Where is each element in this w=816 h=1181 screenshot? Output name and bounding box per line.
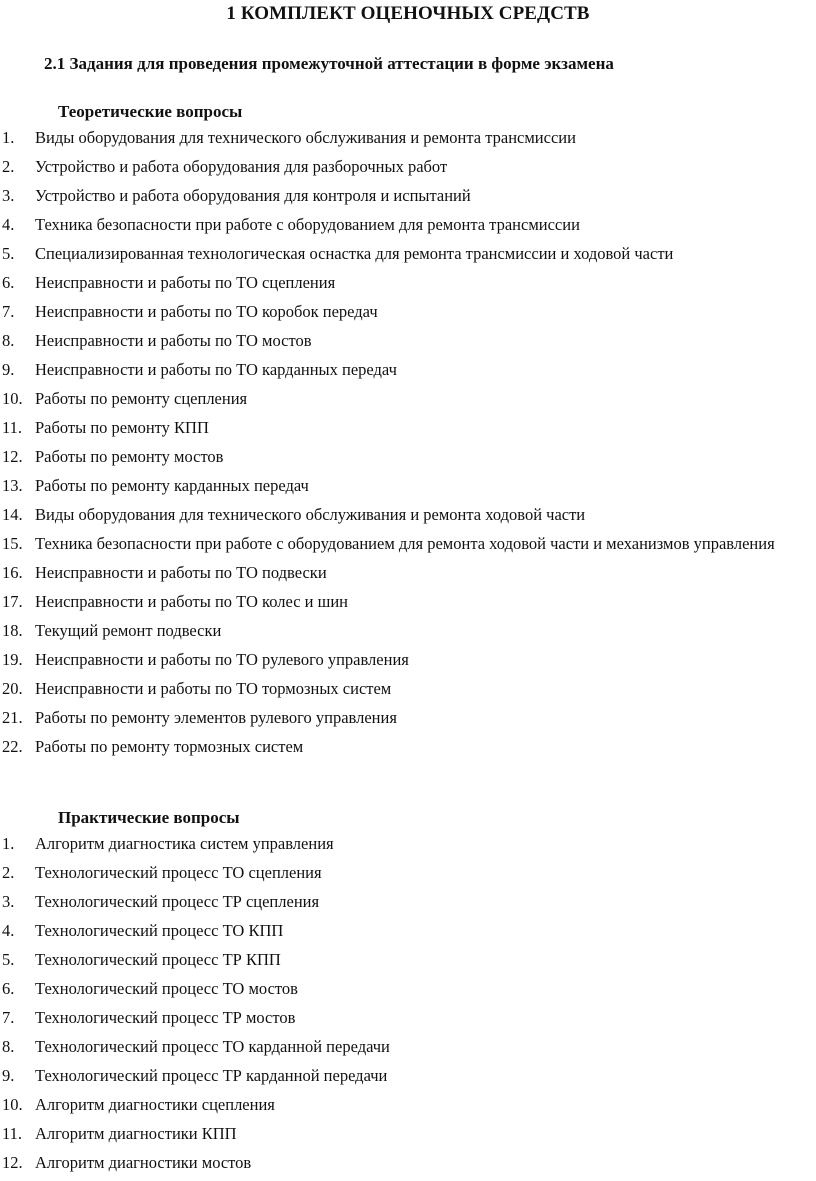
list-item bbox=[0, 152, 816, 181]
list-item-text: Алгоритм диагностика систем управления bbox=[35, 834, 334, 853]
list-item-number: 1. bbox=[2, 128, 15, 147]
list-item bbox=[0, 1090, 816, 1119]
list-item-number: 7. bbox=[2, 1008, 15, 1027]
list-item-number: 4. bbox=[2, 921, 15, 940]
list-item bbox=[0, 829, 816, 858]
list-item-text: Неисправности и работы по ТО мостов bbox=[35, 331, 312, 350]
list-item-text: Алгоритм диагностики мостов bbox=[35, 1153, 252, 1172]
list-item-number: 22. bbox=[2, 737, 23, 756]
list-item-text: Работы по ремонту карданных передач bbox=[35, 476, 309, 495]
list-item-number: 5. bbox=[2, 950, 15, 969]
list-item-text: Неисправности и работы по ТО тормозных систем bbox=[35, 679, 392, 698]
list-item-number: 13. bbox=[2, 476, 23, 495]
list-item-number: 2. bbox=[2, 863, 15, 882]
list-item bbox=[0, 732, 816, 761]
list-item-text: Виды оборудования для технического обслуживания и ремонта трансмиссии bbox=[35, 128, 576, 147]
list-item-text: Устройство и работа оборудования для контроля и испытаний bbox=[35, 186, 471, 205]
list-item-text: Технологический процесс ТО карданной передачи bbox=[35, 1037, 390, 1056]
page-title: 1 КОМПЛЕКТ ОЦЕНОЧНЫХ СРЕДСТВ bbox=[226, 3, 590, 24]
list-item bbox=[0, 413, 816, 442]
list-item-number: 1. bbox=[2, 834, 15, 853]
section-subtitle: 2.1 Задания для проведения промежуточной аттестации в форме экзамена bbox=[44, 54, 614, 73]
list-item bbox=[0, 1032, 816, 1061]
list-item-number: 5. bbox=[2, 244, 15, 263]
list-item-number: 9. bbox=[2, 1066, 15, 1085]
list-item-text: Специализированная технологическая оснастка для ремонта трансмиссии и ходовой части bbox=[35, 244, 674, 263]
list-item bbox=[0, 123, 816, 152]
list-item-number: 3. bbox=[2, 186, 15, 205]
theory-question-list bbox=[0, 123, 816, 761]
list-item-number: 10. bbox=[2, 389, 23, 408]
list-item bbox=[0, 858, 816, 887]
list-item-text: Технологический процесс ТР КПП bbox=[35, 950, 281, 969]
list-item-text: Работы по ремонту КПП bbox=[35, 418, 209, 437]
list-item bbox=[0, 239, 816, 268]
list-item-number: 3. bbox=[2, 892, 15, 911]
list-item bbox=[0, 268, 816, 297]
list-item-text: Алгоритм диагностики КПП bbox=[35, 1124, 237, 1143]
list-item bbox=[0, 181, 816, 210]
list-item-text: Работы по ремонту сцепления bbox=[35, 389, 248, 408]
list-item-text: Работы по ремонту элементов рулевого управления bbox=[35, 708, 397, 727]
list-item-text: Техника безопасности при работе с оборудованием для ремонта ходовой части и механизмов управления bbox=[35, 534, 775, 553]
theory-heading: Теоретические вопросы bbox=[58, 102, 243, 121]
list-item bbox=[0, 945, 816, 974]
list-item bbox=[0, 529, 816, 558]
list-item bbox=[0, 1119, 816, 1148]
list-item bbox=[0, 616, 816, 645]
list-item-number: 6. bbox=[2, 979, 15, 998]
list-item-number: 8. bbox=[2, 1037, 15, 1056]
list-item bbox=[0, 916, 816, 945]
list-item bbox=[0, 887, 816, 916]
practice-question-list bbox=[0, 829, 816, 1177]
list-item bbox=[0, 384, 816, 413]
list-item-text: Неисправности и работы по ТО подвески bbox=[35, 563, 327, 582]
list-item-text: Технологический процесс ТР мостов bbox=[35, 1008, 296, 1027]
list-item-text: Неисправности и работы по ТО колес и шин bbox=[35, 592, 349, 611]
list-item-number: 11. bbox=[2, 418, 23, 437]
list-item bbox=[0, 1003, 816, 1032]
list-item-number: 18. bbox=[2, 621, 23, 640]
practice-heading: Практические вопросы bbox=[58, 808, 240, 827]
list-item-text: Неисправности и работы по ТО рулевого управления bbox=[35, 650, 409, 669]
list-item-text: Технологический процесс ТР карданной передачи bbox=[35, 1066, 388, 1085]
list-item-text: Устройство и работа оборудования для разборочных работ bbox=[35, 157, 448, 176]
list-item-number: 7. bbox=[2, 302, 15, 321]
list-item-text: Техника безопасности при работе с оборудованием для ремонта трансмиссии bbox=[35, 215, 580, 234]
list-item-number: 2. bbox=[2, 157, 15, 176]
list-item bbox=[0, 1061, 816, 1090]
list-item-number: 9. bbox=[2, 360, 15, 379]
list-item bbox=[0, 674, 816, 703]
list-item bbox=[0, 442, 816, 471]
list-item bbox=[0, 558, 816, 587]
list-item-number: 15. bbox=[2, 534, 23, 553]
list-item-text: Неисправности и работы по ТО коробок передач bbox=[35, 302, 378, 321]
list-item bbox=[0, 210, 816, 239]
list-item-text: Неисправности и работы по ТО сцепления bbox=[35, 273, 336, 292]
list-item bbox=[0, 297, 816, 326]
list-item-text: Технологический процесс ТО КПП bbox=[35, 921, 284, 940]
list-item-number: 12. bbox=[2, 1153, 23, 1172]
list-item bbox=[0, 974, 816, 1003]
list-item bbox=[0, 355, 816, 384]
list-item-number: 20. bbox=[2, 679, 23, 698]
list-item bbox=[0, 1148, 816, 1177]
list-item-number: 19. bbox=[2, 650, 23, 669]
list-item-text: Алгоритм диагностики сцепления bbox=[35, 1095, 275, 1114]
list-item bbox=[0, 326, 816, 355]
list-item-text: Виды оборудования для технического обслуживания и ремонта ходовой части bbox=[35, 505, 586, 524]
list-item-text: Технологический процесс ТР сцепления bbox=[35, 892, 320, 911]
list-item-number: 12. bbox=[2, 447, 23, 466]
list-item-text: Работы по ремонту мостов bbox=[35, 447, 224, 466]
list-item bbox=[0, 703, 816, 732]
list-item bbox=[0, 500, 816, 529]
list-item bbox=[0, 587, 816, 616]
list-item-number: 21. bbox=[2, 708, 23, 727]
list-item-text: Текущий ремонт подвески bbox=[35, 621, 222, 640]
list-item-number: 10. bbox=[2, 1095, 23, 1114]
list-item-text: Технологический процесс ТО сцепления bbox=[35, 863, 322, 882]
list-item-text: Работы по ремонту тормозных систем bbox=[35, 737, 304, 756]
list-item-number: 16. bbox=[2, 563, 23, 582]
list-item-text: Технологический процесс ТО мостов bbox=[35, 979, 298, 998]
list-item-number: 4. bbox=[2, 215, 15, 234]
list-item-number: 17. bbox=[2, 592, 23, 611]
list-item bbox=[0, 471, 816, 500]
list-item-text: Неисправности и работы по ТО карданных передач bbox=[35, 360, 397, 379]
list-item bbox=[0, 645, 816, 674]
list-item-number: 11. bbox=[2, 1124, 23, 1143]
list-item-number: 8. bbox=[2, 331, 15, 350]
list-item-number: 6. bbox=[2, 273, 15, 292]
list-item-number: 14. bbox=[2, 505, 23, 524]
